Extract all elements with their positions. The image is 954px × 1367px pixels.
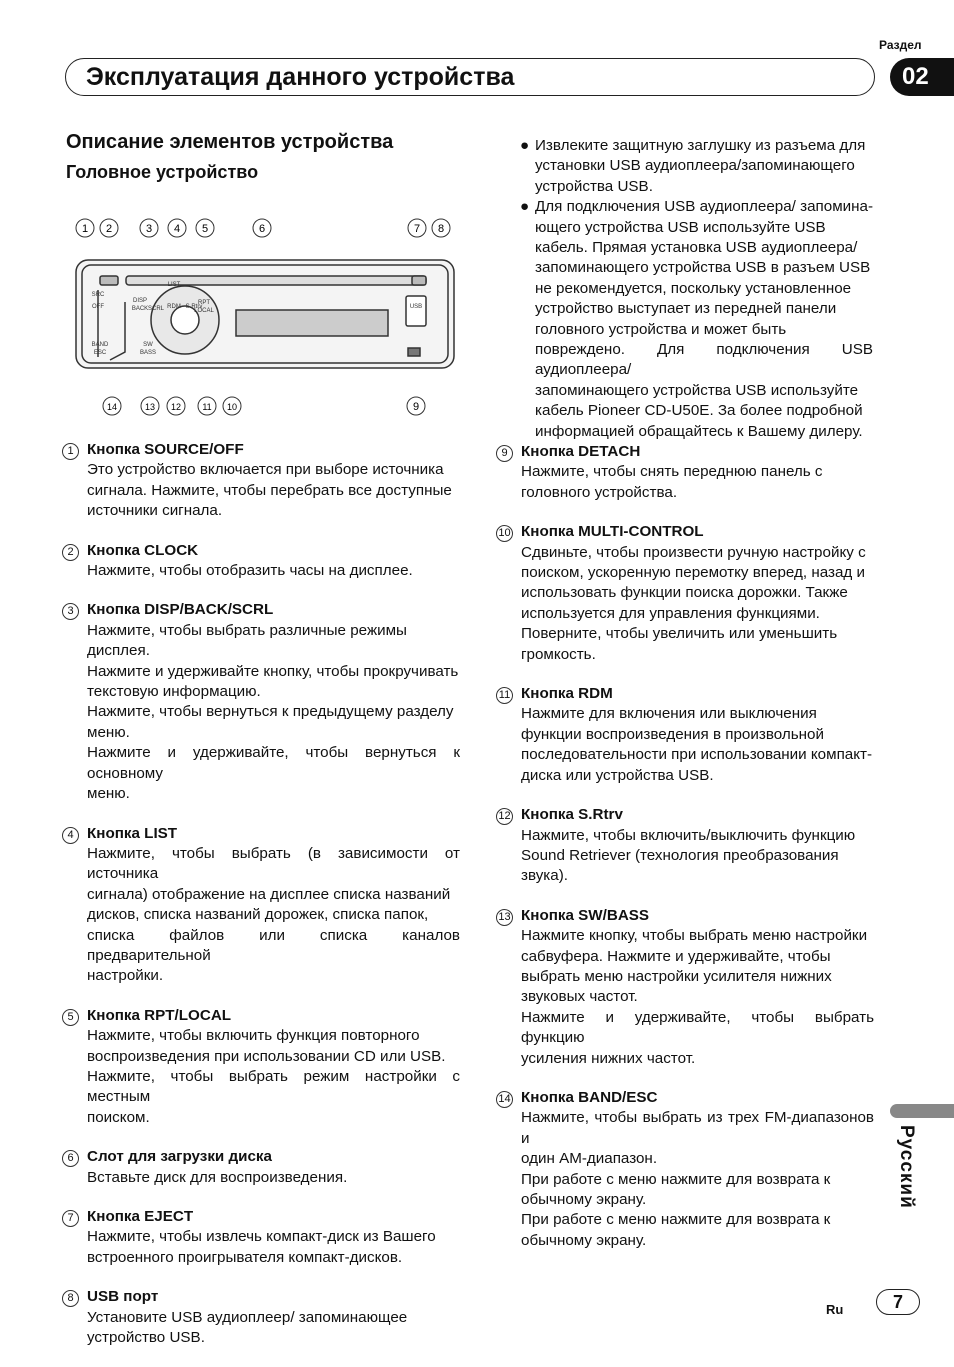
item-title: Кнопка CLOCK: [87, 541, 199, 559]
callout-2: [100, 219, 118, 237]
item-line: источники сигнала.: [87, 502, 223, 520]
callout-7: [408, 219, 426, 237]
device-label: SRC: [91, 292, 105, 298]
item-line: Sound Retriever (технология преобразования: [521, 846, 839, 864]
item-line: Сдвиньте, чтобы произвести ручную настройку с: [521, 543, 866, 561]
bullet-line: кабель. Прямая установка USB аудиоплеера/: [520, 238, 873, 258]
item-line: устройство USB.: [87, 1329, 205, 1347]
item-number: 4: [62, 827, 79, 844]
item-line: функции воспроизведения в произвольной: [521, 725, 824, 743]
item-title: Кнопка LIST: [87, 824, 178, 842]
svg-text:11: 11: [202, 402, 212, 412]
callout-13: [141, 397, 159, 415]
usb-notes: [520, 136, 873, 442]
callout-1: [76, 219, 94, 237]
item-line: меню.: [87, 785, 130, 803]
item-line: Установите USB аудиоплеер/ запоминающее: [87, 1308, 408, 1326]
item-line: Нажмите, чтобы выбрать (в зависимости от источника: [87, 844, 460, 883]
item-line: поиском, ускоренную перемотку вперед, назад и: [521, 564, 865, 582]
item-line: сигнала) отображение на дисплее списка названий: [87, 885, 451, 903]
bullet-dot-icon: [520, 279, 535, 299]
bullet-dot-icon: [520, 299, 535, 319]
item-6: [62, 1147, 460, 1188]
item-title: Кнопка BAND/ESC: [521, 1088, 658, 1106]
bullet-dot-icon: [520, 177, 535, 197]
item-line: Нажмите, чтобы снять переднюю панель с: [521, 463, 823, 481]
item-line: встроенного проигрывателя компакт-дисков.: [87, 1248, 403, 1266]
item-line: использовать функции поиска дорожки. Также: [521, 584, 848, 602]
device-label: DISP: [132, 298, 148, 304]
item-line: Нажмите для включения или выключения: [521, 705, 817, 723]
page-language: Ru: [826, 1302, 844, 1317]
item-line: последовательности при использовании компакт-: [521, 746, 873, 764]
bullet-line: повреждено. Для подключения USB аудиоплеера/: [520, 340, 873, 381]
device-panel: [76, 260, 454, 368]
item-title: Кнопка RDM: [521, 685, 613, 703]
item-line: Поверните, чтобы увеличить или уменьшить: [521, 625, 838, 643]
svg-text:2: 2: [105, 223, 113, 235]
chapter-badge: 02: [890, 58, 954, 96]
item-line: При работе с меню нажмите для возврата к: [521, 1211, 831, 1229]
device-label: ESC: [93, 350, 107, 356]
bullet-line: запоминающего устройства USB в разъем USB: [520, 258, 873, 278]
item-line: Нажмите и удерживайте кнопку, чтобы прокручивать: [87, 662, 459, 680]
bullet-dot-icon: ●: [520, 198, 530, 216]
language-tab: [890, 1104, 954, 1118]
bullet-line: головного устройства и может быть: [520, 320, 873, 340]
svg-text:14: 14: [106, 402, 118, 412]
callout-5: [196, 219, 214, 237]
item-line: текстовую информацию.: [87, 683, 261, 701]
bullet-dot-icon: [520, 422, 535, 442]
item-number: 12: [496, 808, 513, 825]
item-line: головного устройства.: [521, 483, 678, 501]
item-line: Нажмите кнопку, чтобы выбрать меню настройки: [521, 927, 868, 945]
bullet-line: установки USB аудиоплеера/запоминающего: [520, 156, 873, 176]
item-1: [62, 440, 460, 522]
left-column-items: [62, 440, 460, 1367]
item-line: звуковых частот.: [521, 988, 638, 1006]
bullet-line: устройства USB.: [520, 177, 873, 197]
page-number: 7: [876, 1289, 920, 1315]
item-line: воспроизведения при использовании CD или USB.: [87, 1047, 446, 1065]
device-label: LIST: [167, 282, 181, 288]
device-label: BACK: [131, 306, 149, 312]
item-8: [62, 1287, 460, 1348]
item-number: 6: [62, 1150, 79, 1167]
top-callouts: [76, 219, 450, 237]
item-line: используется для управления функциями.: [521, 604, 820, 622]
item-number: 11: [496, 687, 513, 704]
bullet-dot-icon: [520, 320, 535, 340]
bullet-dot-icon: [520, 381, 535, 401]
bullet-line: информацией обращайтесь к Вашему дилеру.: [520, 422, 873, 442]
item-line: выбрать меню настройки усилителя нижних: [521, 967, 832, 985]
bullet-line: ● Для подключения USB аудиоплеера/ запомина-: [520, 197, 873, 217]
bullet-line: не рекомендуется, поскольку установленное: [520, 279, 873, 299]
item-line: Нажмите, чтобы включить/выключить функцию: [521, 826, 856, 844]
item-line: Это устройство включается при выборе источника: [87, 461, 444, 479]
item-line: списка файлов или списка каналов предварительной: [87, 926, 460, 964]
item-line: сигнала. Нажмите, чтобы перебрать все доступные: [87, 481, 452, 499]
item-title: Кнопка SOURCE/OFF: [87, 441, 244, 458]
item-5: [62, 1006, 460, 1128]
device-label: RDM: [167, 304, 181, 310]
item-line: Нажмите, чтобы выбрать режим настройки с местным: [87, 1067, 460, 1106]
page-header: [65, 58, 875, 96]
item-line: обычному экрану.: [521, 1191, 647, 1208]
callout-3: [140, 219, 158, 237]
bullet-line: ● Извлеките защитную заглушку из разъема для: [520, 136, 873, 156]
item-line: обычному экрану.: [521, 1231, 647, 1249]
item-14: [496, 1088, 874, 1251]
item-line: Нажмите и удерживайте, чтобы выбрать функцию: [521, 1008, 874, 1047]
item-line: Нажмите, чтобы извлечь компакт-диск из Вашего: [87, 1228, 436, 1246]
item-line: сабвуфера. Нажмите и удерживайте, чтобы: [521, 947, 831, 965]
bullet-line: запоминающего устройства USB используйте: [520, 381, 873, 401]
item-title: Слот для загрузки диска: [87, 1148, 272, 1166]
head-unit-diagram: [70, 212, 460, 422]
device-label: BASS: [139, 350, 157, 356]
svg-text:9: 9: [412, 401, 420, 413]
bullet-dot-icon: [520, 401, 535, 421]
callout-12: [167, 397, 185, 415]
svg-text:6: 6: [258, 223, 266, 235]
section-heading: Описание элементов устройства: [66, 131, 394, 153]
bullet-line: кабель Pioneer CD-U50E. За более подробной: [520, 401, 873, 421]
device-label: SW: [143, 342, 153, 348]
device-label: OFF: [92, 304, 104, 310]
item-2: [62, 541, 460, 582]
bullet-dot-icon: [520, 238, 535, 258]
svg-text:4: 4: [173, 223, 181, 235]
item-title: USB порт: [87, 1288, 159, 1306]
callout-14: [103, 397, 121, 415]
svg-text:13: 13: [144, 402, 156, 412]
item-line: дисплея.: [87, 642, 150, 660]
item-7: [62, 1207, 460, 1268]
item-title: Кнопка MULTI-CONTROL: [521, 523, 704, 541]
section-label: Раздел: [879, 38, 922, 52]
callout-10: [223, 397, 241, 415]
item-9: [496, 442, 874, 503]
callout-9: [407, 397, 425, 415]
item-number: 9: [496, 445, 513, 462]
item-title: Кнопка RPT/LOCAL: [87, 1006, 232, 1024]
item-title: Кнопка DISP/BACK/SCRL: [87, 601, 274, 619]
item-12: [496, 805, 874, 887]
device-label: BAND: [91, 342, 109, 348]
page-title: Эксплуатация данного устройства: [86, 63, 515, 91]
item-line: Нажмите и удерживайте, чтобы вернуться к основному: [87, 744, 460, 782]
item-line: поиском.: [87, 1108, 150, 1126]
svg-text:1: 1: [81, 223, 89, 235]
svg-text:7: 7: [413, 223, 421, 235]
item-line: Нажмите, чтобы выбрать из трех FM-диапазонов и: [521, 1109, 874, 1147]
item-line: дисков, списка названий дорожек, списка папок,: [87, 906, 429, 924]
item-10: [496, 522, 874, 665]
item-number: 5: [62, 1009, 79, 1026]
item-title: Кнопка SW/BASS: [521, 906, 650, 924]
item-line: громкость.: [521, 645, 596, 663]
device-label: RPT: [198, 300, 210, 306]
item-line: один AM-диапазон.: [521, 1150, 658, 1168]
svg-text:10: 10: [226, 402, 238, 412]
device-label: LOCAL: [194, 308, 214, 314]
device-label: S.Rtrv: [185, 304, 203, 310]
bullet-dot-icon: [520, 218, 535, 238]
item-line: Нажмите, чтобы включить функция повторного: [87, 1027, 420, 1045]
device-label: USB: [409, 304, 423, 310]
svg-text:3: 3: [145, 223, 153, 235]
item-number: 7: [62, 1210, 79, 1227]
item-line: меню.: [87, 723, 130, 741]
item-13: [496, 906, 874, 1069]
item-11: [496, 684, 874, 786]
callout-4: [168, 219, 186, 237]
bullet-dot-icon: [520, 156, 535, 176]
item-line: настройки.: [87, 967, 164, 985]
item-number: 3: [62, 603, 79, 620]
item-title: Кнопка DETACH: [521, 443, 641, 460]
bullet-line: ющего устройства USB используйте USB: [520, 218, 873, 238]
device-label: SCRL: [147, 306, 165, 312]
svg-text:12: 12: [170, 402, 182, 412]
language-label: Русский: [896, 1125, 917, 1209]
right-column-items: [496, 442, 874, 1270]
item-line: звука).: [521, 867, 568, 885]
item-line: диска или устройства USB.: [521, 766, 714, 784]
callout-8: [432, 219, 450, 237]
item-number: 14: [496, 1091, 513, 1108]
item-line: усиления нижних частот.: [521, 1049, 696, 1067]
bullet-dot-icon: [520, 340, 535, 381]
item-line: Нажмите, чтобы выбрать различные режимы: [87, 621, 407, 639]
item-number: 2: [62, 544, 79, 561]
item-4: [62, 824, 460, 987]
item-number: 8: [62, 1290, 79, 1307]
subsection-heading: Головное устройство: [66, 162, 259, 182]
bottom-callouts: [103, 397, 425, 415]
bullet-line: устройство выступает из передней панели: [520, 299, 873, 319]
item-line: Вставьте диск для воспроизведения.: [87, 1168, 348, 1186]
item-line: Нажмите, чтобы отобразить часы на дисплее.: [87, 562, 413, 580]
item-number: 10: [496, 525, 513, 542]
bullet-dot-icon: [520, 258, 535, 278]
item-title: Кнопка EJECT: [87, 1208, 194, 1225]
item-line: При работе с меню нажмите для возврата к: [521, 1170, 831, 1188]
bullet-dot-icon: ●: [520, 137, 530, 154]
item-3: [62, 600, 460, 804]
svg-text:8: 8: [437, 223, 445, 235]
callout-6: [253, 219, 271, 237]
item-title: Кнопка S.Rtrv: [521, 806, 623, 824]
item-line: Нажмите, чтобы вернуться к предыдущему разделу: [87, 703, 454, 721]
item-number: 13: [496, 909, 513, 926]
svg-text:5: 5: [201, 223, 209, 235]
item-number: 1: [62, 443, 79, 460]
callout-11: [198, 397, 216, 415]
